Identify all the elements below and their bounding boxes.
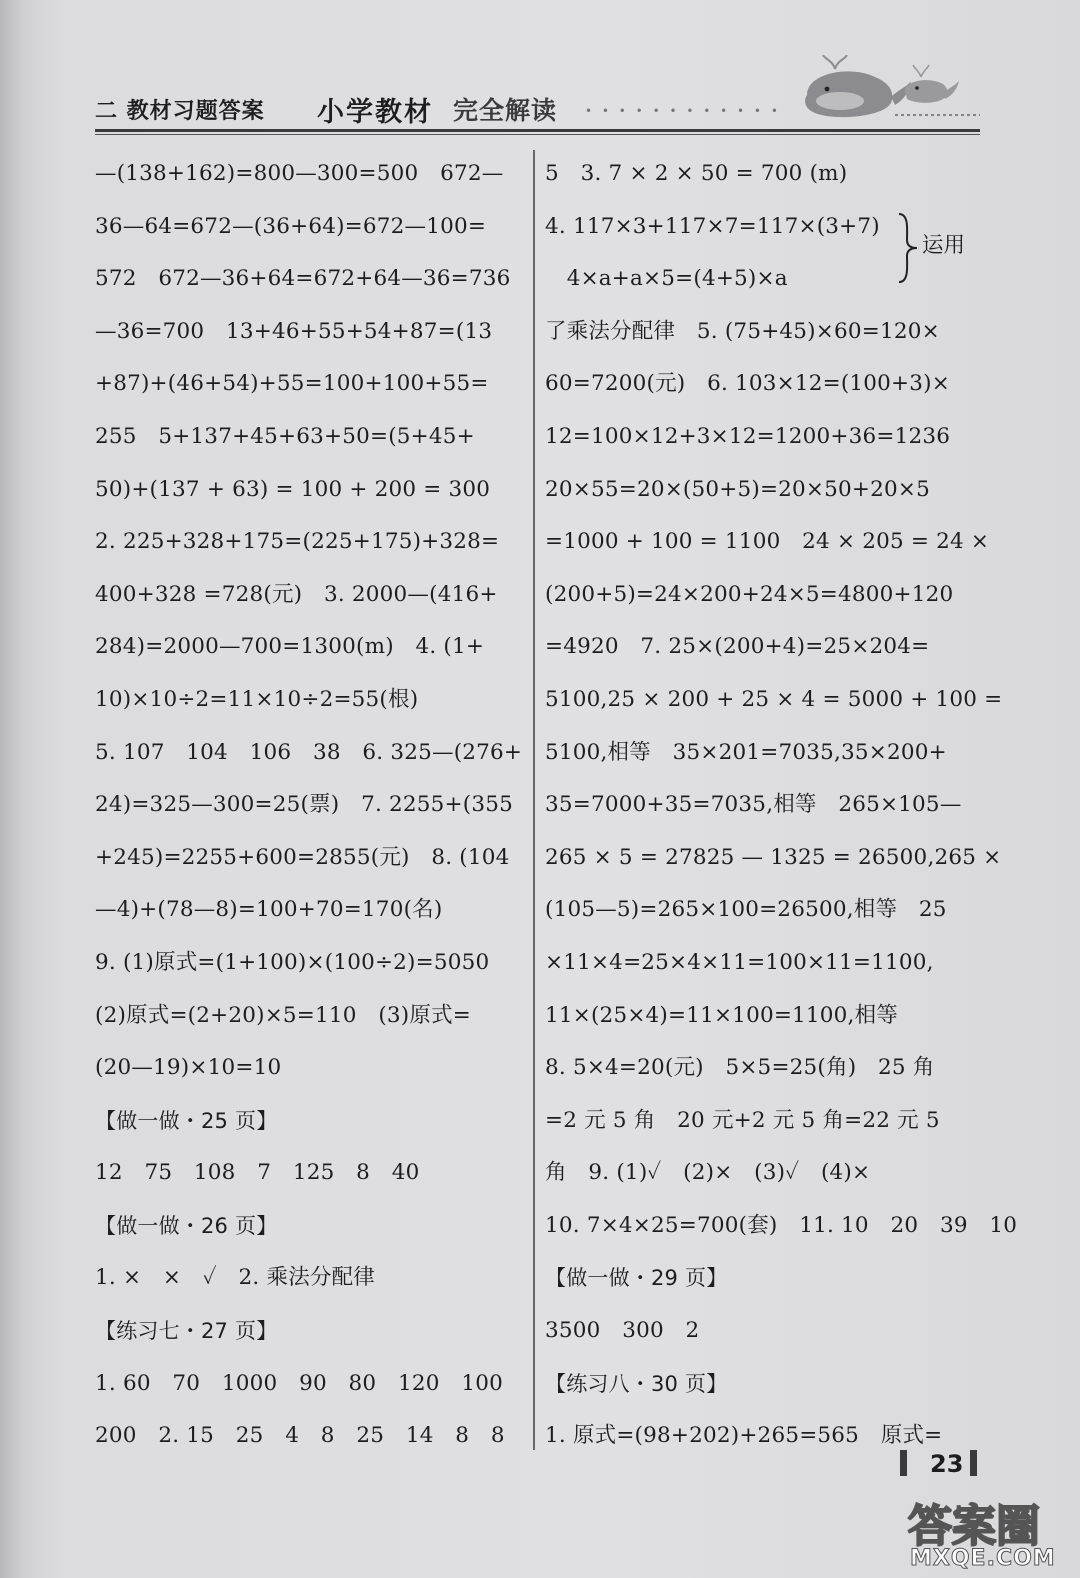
- answer-line: 5. 107 104 106 38 6. 325—(276+: [95, 739, 523, 765]
- answer-line: 3500 300 2: [545, 1318, 700, 1344]
- answer-line: 200 2. 15 25 4 8 25 14 8 8: [95, 1423, 505, 1449]
- answer-line: 60=7200(元) 6. 103×12=(100+3)×: [545, 371, 950, 397]
- whale-icon: [795, 55, 985, 130]
- answer-line: 265 × 5 = 27825 — 1325 = 26500,265 ×: [545, 844, 1002, 870]
- watermark-title: 答案圈: [908, 1501, 1040, 1552]
- answer-line: 了乘法分配律 5. (75+45)×60=120×: [545, 318, 940, 344]
- brace-label: 运用: [922, 233, 966, 258]
- watermark-logo: [900, 1490, 1080, 1578]
- header-rule-thin: [95, 134, 980, 135]
- page-number-bar-right: [970, 1450, 977, 1476]
- answer-line: 1. 60 70 1000 90 80 120 100: [95, 1370, 503, 1396]
- answer-line: —36=700 13+46+55+54+87=(13: [95, 318, 493, 344]
- section-heading: 【做一做・26 页】: [95, 1213, 278, 1238]
- answer-line: 4. 117×3+117×7=117×(3+7): [545, 213, 880, 239]
- page-number-bar-left: [900, 1450, 907, 1476]
- answer-line: —(138+162)=800—300=500 672—: [95, 161, 504, 186]
- section-heading: 【做一做・29 页】: [545, 1266, 728, 1291]
- answer-line: =2 元 5 角 20 元+2 元 5 角=22 元 5: [545, 1107, 940, 1133]
- watermark-url: MXQE.COM: [910, 1546, 1056, 1571]
- answer-line: 10)×10÷2=11×10÷2=55(根): [95, 686, 419, 712]
- answer-line: 20×55=20×(50+5)=20×50+20×5: [545, 476, 930, 502]
- answer-line: 12=100×12+3×12=1200+36=1236: [545, 423, 951, 449]
- book-title: 小学教材: [317, 97, 433, 128]
- section-heading: 【练习八・30 页】: [545, 1371, 728, 1396]
- answer-line: 9. (1)原式=(1+100)×(100÷2)=5050: [95, 949, 490, 975]
- answer-line: 1. 原式=(98+202)+265=565 原式=: [545, 1423, 943, 1449]
- page-number: 23: [930, 1450, 964, 1478]
- answer-line: ×11×4=25×4×11=100×11=1100,: [545, 949, 934, 975]
- brace-icon: [895, 210, 925, 286]
- answer-line: 24)=325—300=25(票) 7. 2255+(355: [95, 792, 513, 818]
- answer-line: (2)原式=(2+20)×5=110 (3)原式=: [95, 1002, 472, 1028]
- chapter-title: 二 教材习题答案: [95, 99, 265, 124]
- answer-line: 11×(25×4)=11×100=1100,相等: [545, 1002, 898, 1028]
- section-heading: 【练习七・27 页】: [95, 1319, 278, 1344]
- right-column: [545, 148, 1018, 1463]
- answer-line: (20—19)×10=10: [95, 1055, 282, 1081]
- answer-line: 36—64=672—(36+64)=672—100=: [95, 213, 487, 239]
- answer-line: 8. 5×4=20(元) 5×5=25(角) 25 角: [545, 1055, 935, 1081]
- answer-line: 5100,25 × 200 + 25 × 4 = 5000 + 100 =: [545, 686, 1003, 712]
- answer-line: —4)+(78—8)=100+70=170(名): [95, 897, 443, 923]
- answer-line: 4×a+a×5=(4+5)×a: [545, 266, 788, 292]
- answer-line: 5100,相等 35×201=7035,35×200+: [545, 739, 947, 765]
- answer-line: 12 75 108 7 125 8 40: [95, 1160, 420, 1186]
- answer-line: 35=7000+35=7035,相等 265×105—: [545, 792, 962, 818]
- answer-line: +87)+(46+54)+55=100+100+55=: [95, 371, 489, 397]
- answer-line: 2. 225+328+175=(225+175)+328=: [95, 529, 500, 555]
- answer-line: =4920 7. 25×(200+4)=25×204=: [545, 634, 930, 660]
- answer-line: 50)+(137 + 63) = 100 + 200 = 300: [95, 476, 491, 502]
- answer-line: +245)=2255+600=2855(元) 8. (104: [95, 844, 510, 870]
- answer-line: 572 672—36+64=672+64—36=736: [95, 266, 511, 292]
- answer-line: (105—5)=265×100=26500,相等 25: [545, 897, 947, 923]
- answer-line: 10. 7×4×25=700(套) 11. 10 20 39 10: [545, 1212, 1018, 1238]
- answer-line: =1000 + 100 = 1100 24 × 205 = 24 ×: [545, 529, 990, 555]
- answer-line: 1. × × ✓ 2. 乘法分配律: [95, 1265, 375, 1291]
- answer-line: 284)=2000—700=1300(m) 4. (1+: [95, 634, 485, 660]
- column-divider: [533, 150, 535, 1450]
- header-dots-decoration: • • • • • • • • • • • •: [585, 104, 781, 118]
- answer-line: 400+328 =728(元) 3. 2000—(416+: [95, 581, 498, 607]
- answer-line: 255 5+137+45+63+50=(5+45+: [95, 423, 475, 449]
- left-column: [95, 148, 525, 1463]
- section-heading: 【做一做・25 页】: [95, 1108, 278, 1133]
- answer-line: 5 3. 7 × 2 × 50 = 700 (m): [545, 161, 848, 186]
- answer-line: (200+5)=24×200+24×5=4800+120: [545, 581, 954, 607]
- page-spine-shadow: [0, 0, 26, 1578]
- book-subtitle: 完全解读: [453, 96, 558, 125]
- answer-line: 角 9. (1)✓ (2)× (3)✓ (4)×: [545, 1160, 871, 1186]
